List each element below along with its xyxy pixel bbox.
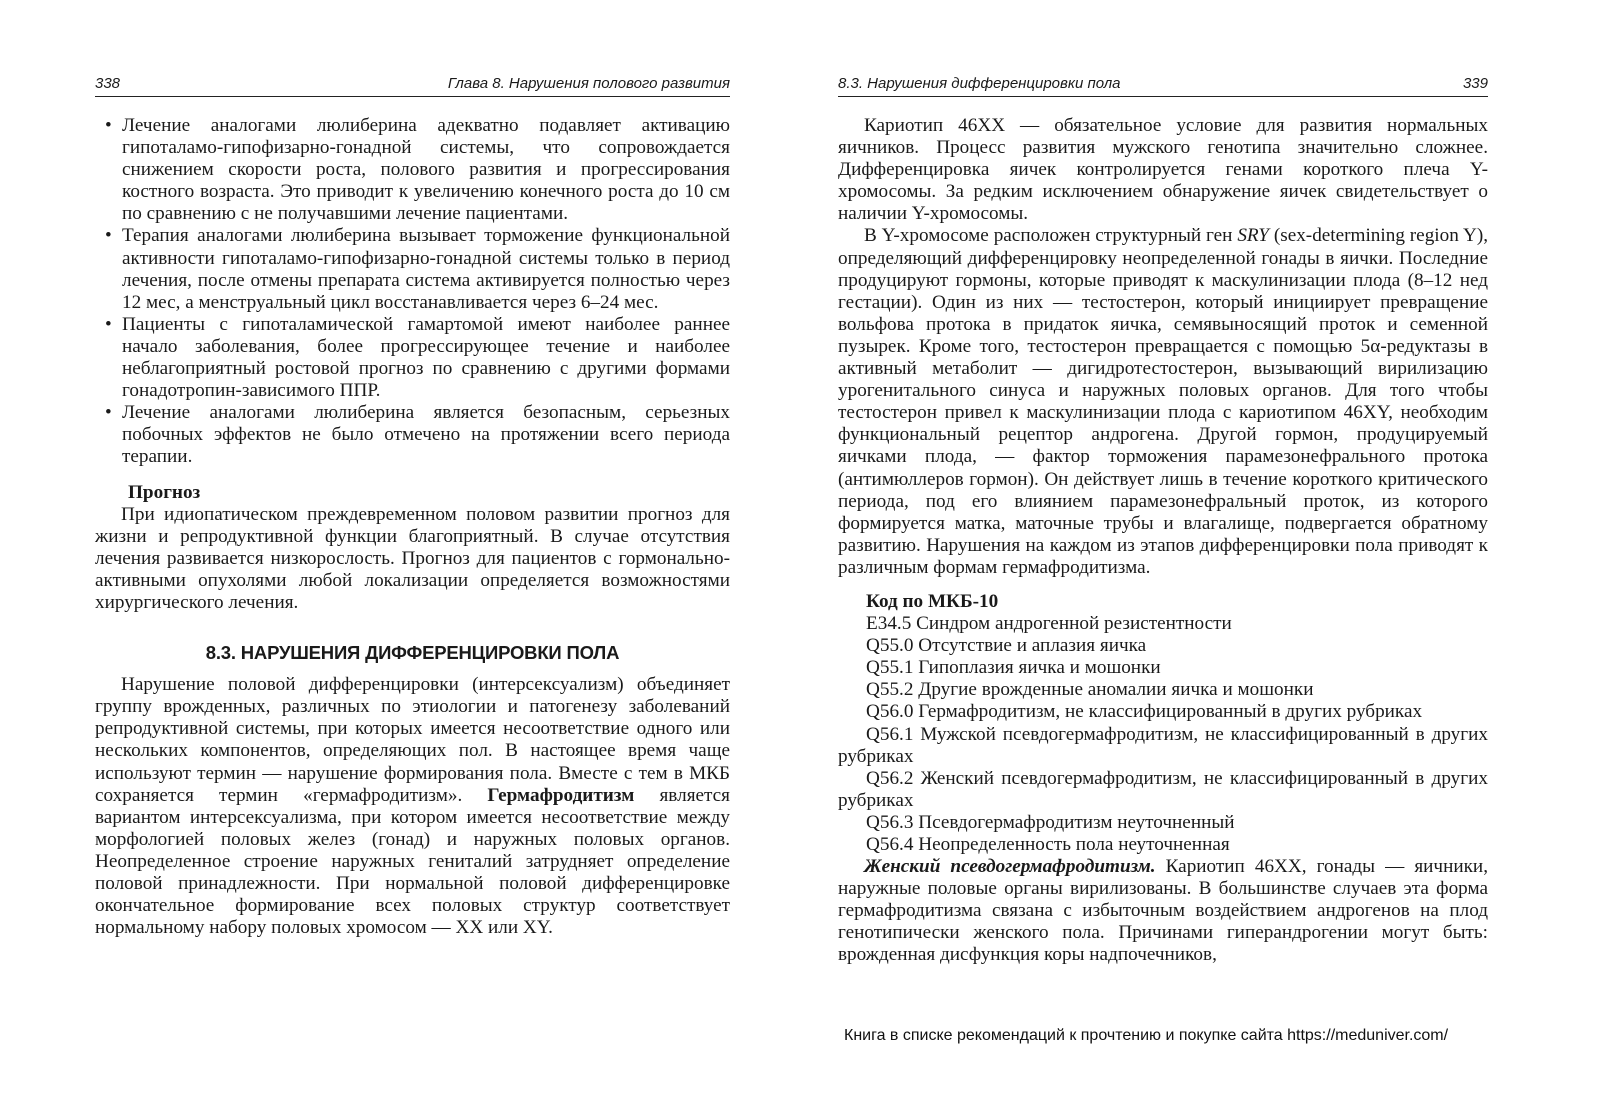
- page-header: [838, 70, 1488, 97]
- running-title: Глава 8. Нарушения полового развития: [447, 75, 730, 92]
- icd-code: Q55.1 Гипоплазия яичка и мошонки: [866, 657, 1161, 679]
- icd-heading: Код по МКБ-10: [866, 590, 999, 612]
- sry-text: В Y-хромосоме расположен структурный ген: [864, 225, 1238, 247]
- icd-code: Q56.4 Неопределенность пола неуточненная: [866, 834, 1230, 855]
- icd-code: Q55.2 Другие врожденные аномалии яичка и мошонки: [866, 679, 1314, 701]
- page-header: [95, 70, 730, 97]
- list-item: • Лечение аналогами люлиберина адекватно подавляет активацию гипоталамо-гипофизарно-гонадной системы, что сопровождается снижением скорости роста, полового развития и прогрессирования костного возраста. Это приводит к увеличению конечного роста до 10 см по сравнению с не получавшими лечение пациентами.: [95, 115, 730, 225]
- page-number: 338: [95, 75, 121, 92]
- running-title: 8.3. Нарушения дифференцировки пола: [838, 75, 1121, 92]
- bullet-list: [95, 115, 730, 469]
- female-pseudohermaphroditism-term: Женский псевдогермафродитизм.: [864, 856, 1156, 878]
- page-body: [838, 115, 1488, 967]
- female-pseudohermaphroditism-paragraph: [838, 856, 1488, 966]
- icd-code: E34.5 Синдром андрогенной резистентности: [866, 613, 1232, 635]
- page-number: 339: [1462, 75, 1488, 92]
- prognosis-paragraph: При идиопатическом преждевременном половом развитии прогноз для жизни и репродуктивной функции благоприятный. В случае отсутствия лечения развивается низкорослость. Прогноз для пациентов с гормонально-активными опухолями любой локализации определяется возможностями хирургического лечения.: [95, 503, 730, 613]
- icd-code: Q56.1 Мужской псевдогермафродитизм, не классифицированный в других рубриках: [838, 723, 1488, 767]
- right-page: [838, 70, 1488, 967]
- icd-code: Q55.0 Отсутствие и аплазия яичка: [866, 635, 1147, 657]
- list-item: • Пациенты с гипоталамической гамартомой имеют наиболее раннее начало заболевания, более прогрессирующее течение и наиболее неблагоприятный ростовой прогноз по сравнению с другими формами гонадотропин-зависимого ППР.: [95, 314, 730, 402]
- icd-code: Q56.0 Гермафродитизм, не классифицированный в других рубриках: [866, 701, 1423, 723]
- karyotype-paragraph: Кариотип 46XX — обязательное условие для развития нормальных яичников. Процесс развития мужского генотипа значительно сложнее. Дифференцировка яичек контролируется генами короткого плеча Y-хромосомы. За редким исключением обнаружение яичек свидетельствует о наличии Y-хромосомы.: [838, 115, 1488, 225]
- female-pseudohermaphroditism-text: Кариотип 46XX, гонады — яичники, наружные половые органы вирилизованы. В большинстве случаев эта форма гермафродитизма связана с избыточным воздействием андрогенов на плод генотипически женского пола. Причинами гиперандрогении могут быть: врожденная дисфункция коры надпочечников,: [838, 856, 1489, 966]
- footer-note: Книга в списке рекомендаций к прочтению и покупке сайта https://meduniver.com/: [844, 1027, 1449, 1044]
- sry-gene: SRY: [1237, 225, 1269, 247]
- sry-text-continued: (sex-determining region Y), определяющий дифференцировку неопределенной гонады в яички. Последние продуцируют гормоны, которые приводят к маскулинизации плода (8–12 нед гестации). Один из них — тестостерон, который инициирует превращение вольфова протока в придаток яичка, семявыносящий проток и семенной пузырек. Кроме того, тестостерон превращается с помощью 5α-редуктазы в активный метаболит — дигидротестостерон, вызывающий вирилизацию урогенитального синуса и наружных половых органов. Для того чтобы тестостерон привел к маскулинизации плода с кариотипом 46XY, необходим функциональный рецептор андрогена. Другой гормон, продуцируемый яичками плода, — фактор торможения парамезонефрального протока (антимюллеров гормон). Он действует лишь в течение короткого критического периода, под его влиянием парамезонефральный проток, из которого формируется матка, маточные трубы и влагалище, подвергается обратному развитию. Нарушения на каждом из этапов дифференцировки пола приводят к различным формам гермафродитизма.: [838, 225, 1489, 578]
- page-body: [95, 115, 730, 939]
- left-page: [95, 70, 730, 939]
- list-item: • Лечение аналогами люлиберина является безопасным, серьезных побочных эффектов не было отмечено на протяжении всего периода терапии.: [95, 402, 730, 468]
- hermaphroditism-term: Гермафродитизм: [487, 784, 635, 806]
- intro-text: Нарушение половой дифференцировки (интерсексуализм) объединяет группу врожденных, различных по этиологии и патогенезу заболеваний репродуктивной системы, при которых имеется несоответствие одного или нескольких компонентов, определяющих пол. В настоящее время чаще используют термин — нарушение формирования пола. Вместе с тем в МКБ сохраняется термин «гермафродитизм».: [95, 674, 730, 806]
- icd-code: Q56.2 Женский псевдогермафродитизм, не классифицированный в других рубриках: [838, 767, 1488, 811]
- intro-paragraph: [95, 674, 730, 939]
- icd-code: Q56.3 Псевдогермафродитизм неуточненный: [866, 811, 1235, 833]
- prognosis-heading: Прогноз: [128, 481, 201, 503]
- intro-text-continued: является вариантом интерсексуализма, при котором имеется несоответствие между морфологией половых желез (гонад) и наружных половых органов. Неопределенное строение наружных гениталий затрудняет определение половой принадлежности. При нормальной половой дифференцировке окончательное формирование всех половых структур соответствует нормальному набору половых хромосом — XX или XY.: [95, 784, 730, 939]
- section-heading: 8.3. НАРУШЕНИЯ ДИФФЕРЕНЦИРОВКИ ПОЛА: [205, 642, 620, 664]
- sry-paragraph: [838, 225, 1488, 579]
- list-item: • Терапия аналогами люлиберина вызывает торможение функциональной активности гипоталамо-гипофизарно-гонадной системы только в период лечения, после отмены препарата система активируется полностью через 12 мес, а менструальный цикл восстанавливается через 6–24 мес.: [95, 225, 730, 313]
